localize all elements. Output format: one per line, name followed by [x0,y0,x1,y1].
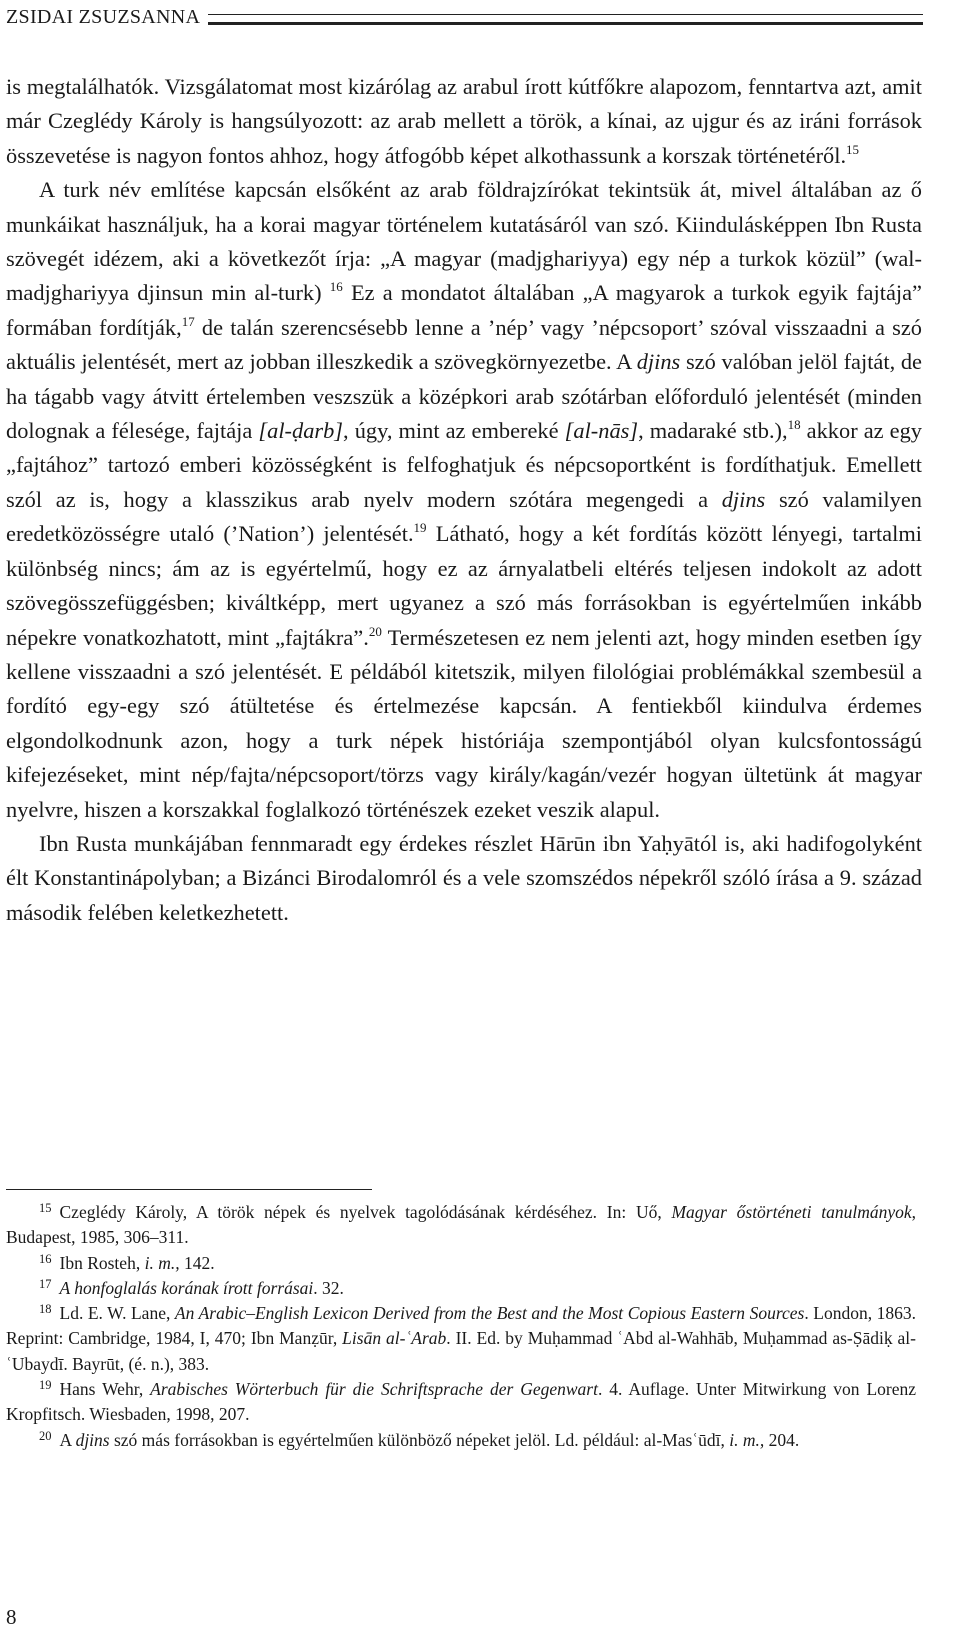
footnote-ref-19: 19 [413,520,427,536]
footnote-text: . London, 1863. Reprint: Cambridge, 1984, I, 470; Ibn Manẓūr, [6,1303,917,1349]
paragraph-2 [6,173,922,827]
running-header [6,2,923,32]
footnote-16 [6,1251,916,1276]
header-double-rule [208,14,923,25]
footnotes [6,1200,916,1453]
footnote-ref-16: 16 [329,279,343,295]
footnote-title: Lisān al-ʿArab [342,1328,447,1349]
footnote-text: . 32. [313,1277,344,1298]
footnote-number: 19 [39,1378,52,1393]
term-al-nas: [al-nās] [564,418,639,444]
footnote-17 [6,1276,916,1301]
footnote-ref-18: 18 [787,417,801,433]
footnote-text: Ld. E. W. Lane, [59,1303,171,1324]
footnote-separator [6,1189,372,1190]
footnote-18 [6,1301,916,1377]
footnote-text: A [59,1429,72,1450]
term-djins: djins [636,349,681,375]
footnote-title: i. m., [729,1429,765,1450]
paragraph-2-text-i: Látható, hogy a két fordítás között lényegi, tartalmi különbség nincs; ám az is egyértelmű, hogy ez az árnyalatbeli eltérés teljesen indokolt az adott szövegösszefüggésben; kiváltképp, mert ugyanez a szó más forrásokban is egyértelműen inkább népekre vonatkozhatott, mint „fajtákra”. [6,521,922,650]
footnote-title: Magyar őstörténeti tanulmányok [671,1202,912,1222]
footnote-ref-17: 17 [181,313,195,329]
paragraph-2-text-a: A turk név említése kapcsán elsőként az arab földrajzírókat tekintsük át, mivel általában az ő munkáikat használjuk, ha a korai magyar történelem kutatásáról van szó. Kiindulásképpen Ibn Rusta szövegét idézem, aki a következőt írja: „A magyar (madjghariyya) egy nép a turkok közül” (wal-madjghariyya djinsun min al-turk) [6,177,922,306]
paragraph-2-text-d: szó valóban jelöl fajtát, de ha tágabb vagy átvitt értelemben veszszük a középkori arab szótárban előforduló jelentését (minden dolognak a félesége, fajtája [6,349,922,444]
footnote-title: i. m., [144,1252,180,1273]
paragraph-2-text-c: de talán szerencsésebb lenne a ’nép’ vagy ’népcsoport’ szóval visszaadni a szó aktuális jelentését, mert az jobban illeszkedik a szövegkörnyezetbe. A [6,314,922,375]
footnote-text: Czeglédy Károly, A török népek és nyelvek tagolódásának kérdéséhez. In: Uő, [59,1202,662,1222]
footnote-term: djins [75,1429,110,1450]
footnote-19 [6,1377,916,1428]
footnote-text: . II. Ed. by Muḥammad ʿAbd al-Wahhāb, Muḥammad as-Ṣādiḳ al-ʿUbaydī. Bayrūt, (é. n.), 383. [6,1328,916,1374]
footnote-20 [6,1428,916,1453]
paragraph-2-text-b: Ez a mondatot általában „A magyarok a turkok egyik fajtája” formában fordítják, [6,280,922,340]
paragraph-2-text-j: Természetesen ez nem jelenti azt, hogy minden esetben így kellene visszaadni a szó jelentését. E példából kitetszik, milyen filológiai problémákkal szembesül a fordító egy-egy szó átültetése és értelmezése kapcsán. A fentiekből kiindulva érdemes elgondolkodnunk azon, hogy a turk népek históriája szempontjából olyan kulcsfontosságú kifejezéseket, mint nép/fajta/népcsoport/törzs vagy király/kagán/vezér hogyan ültetünk át magyar nyelvre, hiszen a korszakkal foglalkozó történészek ezeket veszik alapul. [6,624,923,822]
footnote-number: 17 [39,1276,52,1291]
footnote-number: 18 [39,1302,52,1317]
footnote-text: . 4. Auflage. Unter Mitwirkung von Lorenz Kropfitsch. Wiesbaden, 1998, 207. [6,1379,917,1425]
page-number: 8 [6,1605,17,1629]
footnote-text: szó más forrásokban is egyértelműen különböző népeket jelöl. Ld. például: al-Masʿūdī, [113,1429,725,1450]
footnote-number: 16 [39,1251,52,1266]
paragraph-3: Ibn Rusta munkájában fennmaradt egy érdekes részlet Hārūn ibn Yaḥyātól is, aki hadifogolyként élt Konstantinápolyban; a Bizánci Birodalomról és a vele szomszédos népekről szóló írása a 9. század második felében keletkezhetett. [6,830,922,925]
footnote-number: 20 [39,1428,52,1443]
footnote-15 [6,1200,916,1251]
footnote-text: 204. [768,1429,800,1450]
body-text [6,70,922,930]
footnote-title: Arabisches Wörterbuch für die Schriftsprache der Gegenwart [150,1379,598,1400]
paragraph-2-text-f: , madaraké stb.), [638,418,788,444]
paragraph-1 [6,70,922,173]
footnote-text: Hans Wehr, [59,1379,144,1400]
footnote-text: , Budapest, 1985, 306–311. [6,1202,917,1248]
term-djins-2: djins [721,486,766,512]
footnote-number: 15 [39,1201,52,1215]
footnote-text: 142. [183,1252,215,1273]
paragraph-2-text-e: , úgy, mint az embereké [343,418,559,444]
footnote-title: A honfoglalás korának írott forrásai [59,1277,314,1298]
footnote-ref-15: 15 [846,141,860,157]
footnote-title: An Arabic–English Lexicon Derived from the Best and the Most Copious Eastern Sources [174,1303,805,1324]
footnote-text: Ibn Rosteh, [59,1252,141,1273]
term-al-darb: [al-ḍarb] [258,418,344,444]
footnote-ref-20: 20 [368,623,382,639]
running-head-author: ZSIDAI ZSUZSANNA [6,5,201,28]
paragraph-1-text: is megtalálhatók. Vizsgálatomat most kizárólag az arabul írott kútfőkre alapozom, fenntartva azt, amit már Czeglédy Károly is hangsúlyozott: az arab mellett a török, a kínai, az ujgur és az iráni források összevetése is nagyon fontos ahhoz, hogy átfogóbb képet alkothassunk a korszak történetéről. [6,74,922,168]
paragraph-2-text-g: akkor az egy „fajtához” tartozó emberi közösségként is felfoghatjuk és népcsoportként is fordíthatjuk. Emellett szól az is, hogy a klasszikus arab nyelv modern szótára megengedi a [6,418,922,512]
paragraph-2-text-h: szó valamilyen eredetközösségre utaló (’Nation’) jelentését. [6,486,922,547]
